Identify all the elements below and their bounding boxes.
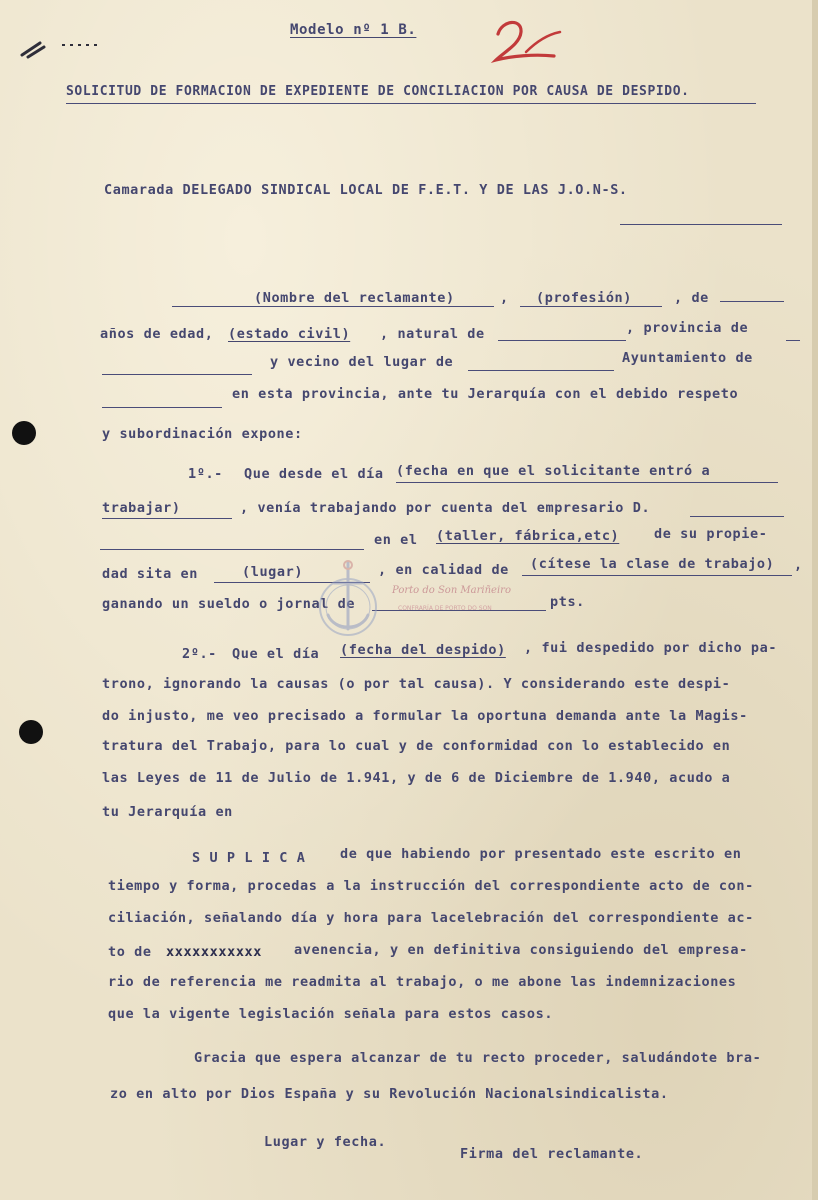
text-s2-l5: las Leyes de 11 de Julio de 1.941, y de 6 de Diciembre de 1.940, acudo a <box>102 770 731 786</box>
text-vecino: y vecino del lugar de <box>270 354 454 370</box>
text-gracia-l2: zo en alto por Dios España y su Revolución Nacionalsindicalista. <box>110 1086 669 1102</box>
text-sup-l2: tiempo y forma, procedas a la instrucción del correspondiente acto de con- <box>108 878 754 894</box>
blank-ayuntamiento <box>102 407 222 408</box>
field-clase-trabajo: (cítese la clase de trabajo) <box>530 556 775 572</box>
text-sup-l4b: avenencia, y en definitiva consiguiendo del empresa- <box>294 942 748 958</box>
stamp-subtitle: CONFRARÍA DE PORTO DO SON <box>398 605 492 612</box>
blank-empresario <box>690 516 784 517</box>
text-que-el-dia: Que el día <box>232 646 320 662</box>
model-number: Modelo nº 1 B. <box>290 22 417 38</box>
section-2-number: 2º.- <box>182 646 217 662</box>
blank-nombre <box>172 306 494 307</box>
text-en-el: en el <box>374 532 418 548</box>
text-propiedad: de su propie- <box>654 526 768 542</box>
text-s2-l4: tratura del Trabajo, para lo cual y de conformidad con lo establecido en <box>102 738 731 754</box>
blank-profesion <box>520 306 662 307</box>
stamp-name: Porto do Son Mariñeiro <box>392 585 511 596</box>
punch-hole-top <box>12 421 36 445</box>
address-line: Camarada DELEGADO SINDICAL LOCAL DE F.E.T. Y DE LAS J.O.N-S. <box>104 182 628 198</box>
ink-marks <box>18 25 108 65</box>
text-sita-en: dad sita en <box>102 566 199 582</box>
text-sup-l6: que la vigente legislación señala para estos casos. <box>108 1006 554 1022</box>
text-calidad: , en calidad de <box>378 562 509 578</box>
blank-trabajar <box>102 518 232 519</box>
text-de: , de <box>674 290 709 306</box>
text-empresario: , venía trabajando por cuenta del empresario D. <box>240 500 651 516</box>
confraria-stamp <box>310 555 390 645</box>
field-fecha-entrada: (fecha en que el solicitante entró a <box>396 463 711 479</box>
text-sueldo: ganando un sueldo o jornal de <box>102 596 356 612</box>
text-natural: , natural de <box>380 326 485 342</box>
text-provincia-line: en esta provincia, ante tu Jerarquía con el debido respeto <box>232 386 739 402</box>
field-taller: (taller, fábrica,etc) <box>436 528 620 544</box>
text-s2-l6: tu Jerarquía en <box>102 804 233 820</box>
text-s2-l3: do injusto, me veo precisado a formular la oportuna demanda ante la Magis- <box>102 708 748 724</box>
text-suplica: S U P L I C A <box>192 850 306 866</box>
punch-hole-bottom <box>19 720 43 744</box>
text-anos: años de edad, <box>100 326 214 342</box>
blank-empresario-2 <box>100 549 364 550</box>
text-sup-l5: rio de referencia me readmita al trabajo, o me abone las indemnizaciones <box>108 974 737 990</box>
field-fecha-despido: (fecha del despido) <box>340 642 506 658</box>
blank-natural <box>498 340 626 341</box>
comma-end: , <box>794 557 803 573</box>
blank-lugar <box>468 370 614 371</box>
blank-fecha-entrada <box>396 482 778 483</box>
text-provincia: , provincia de <box>626 320 749 336</box>
text-sup-l4a: to de <box>108 944 152 960</box>
handwritten-number <box>488 12 568 72</box>
page-edge <box>812 0 818 1200</box>
section-1-number: 1º.- <box>188 466 223 482</box>
document-title: SOLICITUD DE FORMACION DE EXPEDIENTE DE CONCILIACION POR CAUSA DE DESPIDO. <box>66 84 690 99</box>
text-pts: pts. <box>550 594 585 610</box>
blank-address <box>620 224 782 225</box>
title-underline <box>66 103 756 104</box>
text-struck: xxxxxxxxxxx <box>166 944 263 960</box>
field-profesion: (profesión) <box>536 290 633 306</box>
field-estado-civil: (estado civil) <box>228 326 351 342</box>
field-fecha-entrada-2: trabajar) <box>102 500 181 516</box>
field-nombre: (Nombre del reclamante) <box>254 290 455 306</box>
text-sup-l1: de que habiendo por presentado este escrito en <box>340 846 742 862</box>
text-firma: Firma del reclamante. <box>460 1146 644 1162</box>
text-lugar-fecha: Lugar y fecha. <box>264 1134 387 1150</box>
text-despedido: , fui despedido por dicho pa- <box>524 640 778 656</box>
text-s2-l2: trono, ignorando la causas (o por tal causa). Y considerando este despi- <box>102 676 731 692</box>
text-sup-l3: ciliación, señalando día y hora para lacelebración del correspondiente ac- <box>108 910 754 926</box>
comma: , <box>500 290 509 306</box>
blank-provincia <box>786 340 800 341</box>
text-expone: y subordinación expone: <box>102 426 303 442</box>
blank-provincia-2 <box>102 374 252 375</box>
blank-clase-trabajo <box>522 575 792 576</box>
field-lugar: (lugar) <box>242 564 304 580</box>
blank-edad <box>720 301 784 302</box>
text-ayuntamiento: Ayuntamiento de <box>622 350 753 366</box>
section-1-text: Que desde el día <box>244 466 384 482</box>
text-gracia-l1: Gracia que espera alcanzar de tu recto proceder, saludándote bra- <box>194 1050 762 1066</box>
